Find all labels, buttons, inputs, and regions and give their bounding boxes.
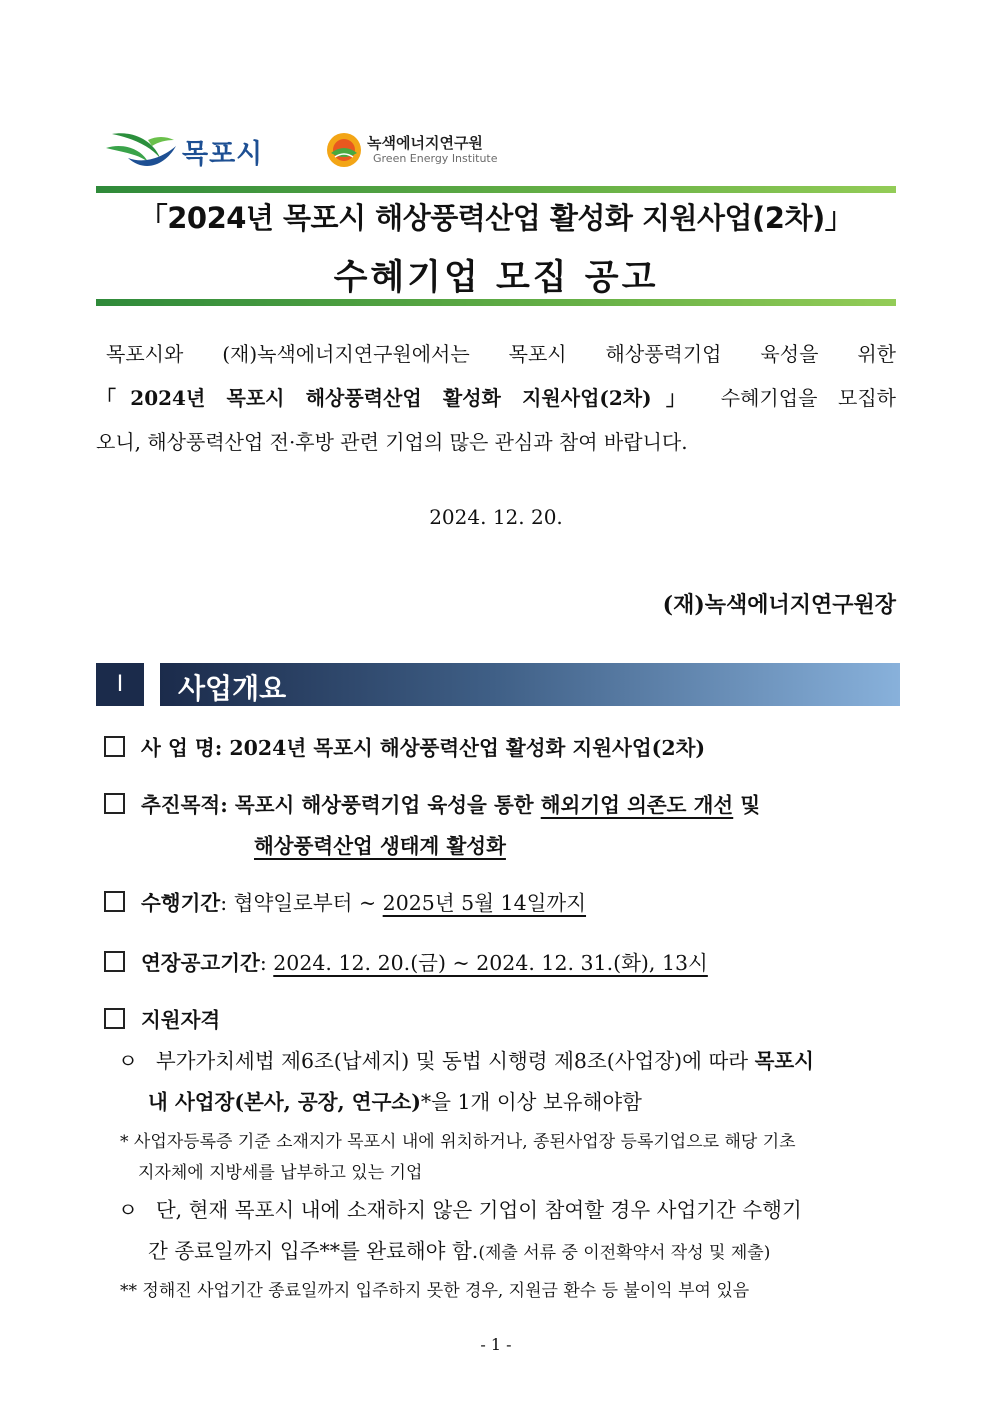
bullet-icon: ㅇ [118, 1049, 138, 1073]
institute-name-ko: 녹색에너지연구원 [367, 134, 483, 152]
item-purpose-line-2: 해상풍력산업 생태계 활성화 [254, 834, 506, 858]
institute-name-en: Green Energy Institute [373, 152, 498, 165]
intro-paragraph [96, 332, 896, 464]
green-energy-sun-icon [325, 131, 363, 169]
mokpo-logo-text: 목포시 [182, 139, 264, 170]
item-period: 수행기간: 협약일로부터 ~ 2025년 5월 14일까지 [104, 886, 586, 916]
bullet-icon: ㅇ [118, 1198, 138, 1222]
section-number: Ⅰ [96, 663, 144, 706]
qualification-2-line-2: 간 종료일까지 입주**를 완료해야 함.(제출 서류 중 이전확약서 작성 및 제출) [148, 1239, 771, 1263]
intro-project-name: 「2024년 목포시 해상풍력산업 활성화 지원사업(2차)」 [96, 386, 701, 410]
intro-line-1: 목포시와 (재)녹색에너지연구원에서는 목포시 해상풍력기업 육성을 위한 [106, 342, 896, 366]
note-1-line-2: 지자체에 지방세를 납부하고 있는 기업 [138, 1163, 423, 1183]
item-project-name: 사 업 명: 2024년 목포시 해상풍력산업 활성화 지원사업(2차) [104, 731, 705, 761]
mokpo-logo [104, 128, 284, 174]
title-line-1: 「2024년 목포시 해상풍력산업 활성화 지원사업(2차)」 [138, 201, 854, 235]
item-notice-period: 연장공고기간: 2024. 12. 20.(금) ~ 2024. 12. 31.(화), 13시 [104, 946, 708, 976]
qualification-1-line-1: ㅇ 부가가치세법 제6조(납세지) 및 동법 시행령 제8조(사업장)에 따라 목포시 [118, 1049, 814, 1073]
title-bottom-rule [96, 299, 896, 306]
notice-date: 2024. 12. 20. [429, 505, 563, 529]
section-title: 사업개요 [178, 672, 287, 705]
mokpo-emblem-icon [104, 128, 180, 174]
checkbox-icon [104, 793, 125, 814]
checkbox-icon [104, 891, 125, 912]
signature: (재)녹색에너지연구원장 [662, 592, 896, 618]
checkbox-icon [104, 951, 125, 972]
title-line-2: 수혜기업 모집 공고 [333, 258, 659, 298]
item-purpose: 추진목적: 목포시 해상풍력기업 육성을 통한 해외기업 의존도 개선 및 [104, 788, 760, 818]
section-header-bar [160, 663, 900, 706]
qualification-1-line-2: 내 사업장(본사, 공장, 연구소)*을 1개 이상 보유해야함 [148, 1090, 642, 1114]
qualification-2-line-1: ㅇ 단, 현재 목포시 내에 소재하지 않은 기업이 참여할 경우 사업기간 수행기 [118, 1198, 802, 1222]
note-2: ** 정해진 사업기간 종료일까지 입주하지 못한 경우, 지원금 환수 등 불이익 부여 있음 [120, 1281, 750, 1301]
intro-line-2: 「2024년 목포시 해상풍력산업 활성화 지원사업(2차)」 수혜기업을 모집하 [96, 386, 896, 410]
page-number: - 1 - [480, 1335, 512, 1354]
checkbox-icon [104, 1008, 125, 1029]
note-1-line-1: * 사업자등록증 기준 소재지가 목포시 내에 위치하거나, 종된사업장 등록기업으로 해당 기초 [120, 1132, 796, 1152]
institute-logo [325, 131, 515, 171]
checkbox-icon [104, 736, 125, 757]
title-top-rule [96, 186, 896, 193]
intro-line-3: 오니, 해상풍력산업 전·후방 관련 기업의 많은 관심과 참여 바랍니다. [96, 430, 688, 454]
item-qualifications: 지원자격 [104, 1003, 220, 1033]
